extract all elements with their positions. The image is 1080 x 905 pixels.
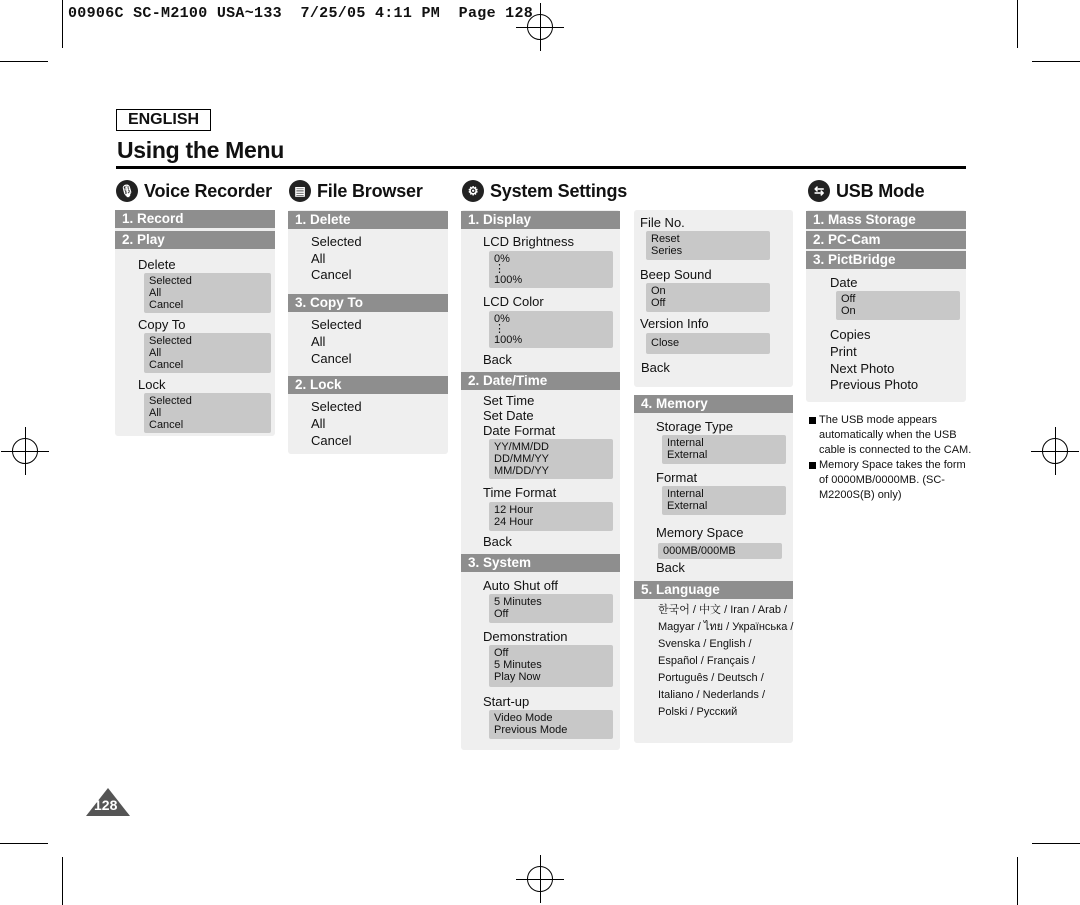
- option[interactable]: Close: [651, 337, 680, 349]
- option[interactable]: Off: [841, 293, 856, 305]
- option[interactable]: YY/MM/DD: [494, 441, 549, 453]
- menu-item[interactable]: Cancel: [311, 351, 352, 366]
- option[interactable]: On: [651, 285, 666, 297]
- option[interactable]: Selected: [149, 275, 192, 287]
- bullet: [809, 417, 816, 424]
- option[interactable]: 5 Minutes: [494, 596, 542, 608]
- menu-date-time[interactable]: 2. Date/Time: [461, 372, 620, 390]
- menu-item[interactable]: All: [311, 334, 326, 349]
- demonstration-options: [489, 645, 613, 687]
- crop-mark: [62, 0, 63, 48]
- menu-file-lock[interactable]: 2. Lock: [288, 376, 448, 394]
- menu-auto-shut-off[interactable]: Auto Shut off: [483, 578, 558, 593]
- page-title: Using the Menu: [117, 137, 285, 163]
- menu-mass-storage[interactable]: 1. Mass Storage: [806, 211, 966, 229]
- voice-recorder-heading: [116, 180, 272, 202]
- option[interactable]: 24 Hour: [494, 516, 534, 528]
- option[interactable]: External: [667, 449, 708, 461]
- option[interactable]: On: [841, 305, 856, 317]
- registration-mark: [12, 438, 38, 464]
- memory-space-value: [658, 543, 782, 559]
- option[interactable]: Play Now: [494, 671, 541, 683]
- menu-copy-to[interactable]: Copy To: [138, 317, 186, 332]
- menu-lock[interactable]: Lock: [138, 377, 166, 392]
- option[interactable]: Cancel: [149, 419, 184, 431]
- registration-mark: [1042, 438, 1068, 464]
- option[interactable]: 0%: [494, 253, 510, 265]
- copy-to-options: [144, 333, 271, 373]
- microphone-icon: 🎙: [116, 180, 138, 202]
- crop-mark: [62, 857, 63, 905]
- menu-memory[interactable]: 4. Memory: [634, 395, 793, 413]
- beep-sound-options: [646, 283, 770, 312]
- option[interactable]: Reset: [651, 233, 680, 245]
- option: ⋮: [494, 263, 505, 275]
- menu-pictbridge[interactable]: 3. PictBridge: [806, 251, 966, 269]
- menu-display[interactable]: 1. Display: [461, 211, 620, 229]
- menu-beep-sound[interactable]: Beep Sound: [640, 267, 712, 282]
- crop-mark: [0, 843, 48, 844]
- menu-date[interactable]: Date: [830, 275, 858, 290]
- menu-system[interactable]: 3. System: [461, 554, 620, 572]
- menu-demonstration[interactable]: Demonstration: [483, 629, 568, 644]
- menu-back[interactable]: Back: [483, 352, 512, 367]
- registration-mark: [527, 866, 553, 892]
- language-list: 한국어 / 中文 / Iran / Arab / Magyar / ไทย / Українська / Svenska / English / Español / Français / Português / Deutsch / Italiano / Nederlands / Polski / Русский: [658, 604, 794, 718]
- delete-options: [144, 273, 271, 313]
- menu-item[interactable]: Selected: [311, 317, 362, 332]
- menu-lcd-brightness[interactable]: LCD Brightness: [483, 234, 575, 249]
- page-number: 128: [94, 797, 118, 813]
- option[interactable]: 0%: [494, 313, 510, 325]
- usb-icon: ⇆: [808, 180, 830, 202]
- menu-memory-space[interactable]: Memory Space: [656, 525, 744, 540]
- menu-set-date[interactable]: Set Date: [483, 408, 534, 423]
- option[interactable]: Video Mode: [494, 712, 553, 724]
- menu-previous-photo[interactable]: Previous Photo: [830, 377, 919, 392]
- menu-item[interactable]: Cancel: [311, 433, 352, 448]
- option[interactable]: Off: [494, 647, 509, 659]
- option[interactable]: All: [149, 347, 162, 359]
- version-info-options: [646, 333, 770, 354]
- crop-mark: [1032, 61, 1080, 62]
- menu-item[interactable]: Cancel: [311, 267, 352, 282]
- option[interactable]: Internal: [667, 437, 704, 449]
- option[interactable]: 100%: [494, 334, 523, 346]
- menu-item[interactable]: All: [311, 251, 326, 266]
- menu-file-copy-to[interactable]: 3. Copy To: [288, 294, 448, 312]
- title-rule: [116, 166, 966, 169]
- option[interactable]: Internal: [667, 488, 704, 500]
- menu-item[interactable]: Selected: [311, 234, 362, 249]
- option[interactable]: External: [667, 500, 708, 512]
- menu-back[interactable]: Back: [641, 360, 670, 375]
- memory-space-readout: 000MB/000MB: [663, 545, 736, 557]
- option[interactable]: Off: [494, 608, 509, 620]
- option: ⋮: [494, 323, 505, 335]
- menu-format[interactable]: Format: [656, 470, 698, 485]
- voice-recorder-title: Voice Recorder: [144, 180, 272, 201]
- menu-record[interactable]: 1. Record: [115, 210, 275, 228]
- menu-set-time[interactable]: Set Time: [483, 393, 535, 408]
- system-settings-heading: [462, 180, 627, 202]
- option[interactable]: Off: [651, 297, 666, 309]
- system-settings-title: System Settings: [490, 180, 628, 201]
- lcd-brightness-options: [489, 251, 613, 288]
- menu-back[interactable]: Back: [656, 560, 685, 575]
- option[interactable]: 5 Minutes: [494, 659, 542, 671]
- printer-slug: 00906C SC-M2100 USA~133 7/25/05 4:11 PM Page 128: [68, 5, 534, 22]
- start-up-options: [489, 710, 613, 739]
- language-label: ENGLISH: [116, 109, 211, 131]
- usb-note: [819, 413, 974, 458]
- format-options: [662, 486, 786, 515]
- option[interactable]: Selected: [149, 395, 192, 407]
- option[interactable]: DD/MM/YY: [494, 453, 549, 465]
- menu-delete[interactable]: Delete: [138, 257, 176, 272]
- settings-icon: ⚙: [462, 180, 484, 202]
- menu-pc-cam[interactable]: 2. PC-Cam: [806, 231, 966, 249]
- menu-storage-type[interactable]: Storage Type: [656, 419, 734, 434]
- menu-copies[interactable]: Copies: [830, 327, 871, 342]
- option[interactable]: Series: [651, 245, 683, 257]
- menu-lcd-color[interactable]: LCD Color: [483, 294, 544, 309]
- date-format-options: [489, 439, 613, 479]
- menu-version-info[interactable]: Version Info: [640, 316, 709, 331]
- option[interactable]: 100%: [494, 274, 523, 286]
- option[interactable]: Selected: [149, 335, 192, 347]
- registration-mark: [527, 14, 553, 40]
- menu-file-no[interactable]: File No.: [640, 215, 685, 230]
- crop-mark: [0, 61, 48, 62]
- menu-back[interactable]: Back: [483, 534, 512, 549]
- auto-shut-off-options: [489, 594, 613, 623]
- menu-file-delete[interactable]: 1. Delete: [288, 211, 448, 229]
- date-options: [836, 291, 960, 320]
- option[interactable]: MM/DD/YY: [494, 465, 549, 477]
- crop-mark: [1032, 843, 1080, 844]
- menu-language[interactable]: 5. Language: [634, 581, 793, 599]
- crop-mark: [1017, 857, 1018, 905]
- option[interactable]: Cancel: [149, 299, 184, 311]
- time-format-options: [489, 502, 613, 531]
- lcd-color-options: [489, 311, 613, 348]
- file-no-options: [646, 231, 770, 260]
- file-browser-heading: [289, 180, 423, 202]
- note-text: Memory Space takes the form of 0000MB/0000MB. (SC-M2200S(B) only): [819, 459, 966, 501]
- note-text: The USB mode appears automatically when the USB cable is connected to the CAM.: [819, 414, 972, 456]
- menu-item[interactable]: Selected: [311, 399, 362, 414]
- usb-mode-heading: [808, 180, 924, 202]
- memory-note: [819, 458, 971, 503]
- menu-next-photo[interactable]: Next Photo: [830, 361, 895, 376]
- usb-mode-title: USB Mode: [836, 180, 925, 201]
- option[interactable]: All: [149, 287, 162, 299]
- option[interactable]: Previous Mode: [494, 724, 568, 736]
- option[interactable]: All: [149, 407, 162, 419]
- menu-print[interactable]: Print: [830, 344, 857, 359]
- storage-type-options: [662, 435, 786, 464]
- document-icon: ▤: [289, 180, 311, 202]
- bullet: [809, 462, 816, 469]
- option[interactable]: 12 Hour: [494, 504, 534, 516]
- option[interactable]: Cancel: [149, 359, 184, 371]
- lock-options: [144, 393, 271, 433]
- menu-time-format[interactable]: Time Format: [483, 485, 557, 500]
- menu-start-up[interactable]: Start-up: [483, 694, 530, 709]
- file-browser-title: File Browser: [317, 180, 423, 201]
- menu-play[interactable]: 2. Play: [115, 231, 275, 249]
- crop-mark: [1017, 0, 1018, 48]
- menu-date-format[interactable]: Date Format: [483, 423, 556, 438]
- menu-item[interactable]: All: [311, 416, 326, 431]
